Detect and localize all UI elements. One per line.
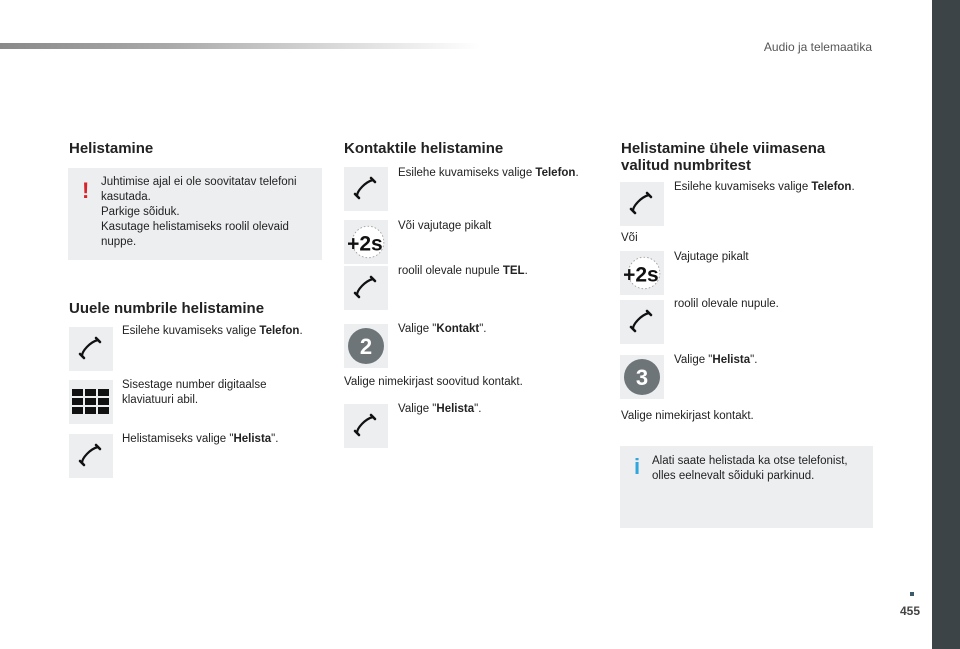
chapter-title: Audio ja telemaatika <box>763 40 872 54</box>
step-text: roolil olevale nupule. <box>674 298 779 310</box>
long-press-icon-box <box>620 251 664 295</box>
phone-icon <box>76 334 106 364</box>
phone-icon <box>627 307 657 337</box>
section-title-viimasena: Helistamine ühele viimasena valitud numbritest <box>621 140 826 174</box>
page-number: 455 <box>899 604 920 618</box>
step-number: 2 <box>359 334 373 359</box>
section-title-uuele-numbrile: Uuele numbrile helistamine <box>69 300 265 317</box>
phone-icon-box <box>344 167 388 211</box>
phone-icon-box <box>344 404 388 448</box>
long-press-text: Vajutage pikalt <box>674 251 749 263</box>
side-tab <box>932 0 960 649</box>
or-text: Või <box>621 232 638 244</box>
info-line: olles eelnevalt sõiduki parkinud. <box>652 470 815 482</box>
page-dot <box>910 592 914 596</box>
warning-line: kasutada. <box>101 191 151 203</box>
phone-icon <box>351 273 381 303</box>
long-press-icon-box <box>344 220 388 264</box>
keypad-icon <box>71 388 111 416</box>
warning-line: Parkige sõiduk. <box>101 206 180 218</box>
phone-icon-box <box>69 327 113 371</box>
long-press-text: Või vajutage pikalt <box>398 220 492 232</box>
long-press-icon <box>621 255 663 291</box>
phone-icon-box <box>344 266 388 310</box>
phone-icon-box <box>620 182 664 226</box>
phone-icon <box>627 189 657 219</box>
step-number-icon <box>344 324 388 368</box>
phone-icon-box <box>69 434 113 478</box>
warning-line: nuppe. <box>101 236 137 248</box>
info-icon: i <box>634 454 641 479</box>
phone-icon <box>351 174 381 204</box>
section-title-kontaktile: Kontaktile helistamine <box>344 140 504 157</box>
phone-icon-box <box>620 300 664 344</box>
info-line: Alati saate helistada ka otse telefonist, <box>652 455 848 467</box>
step-text: Valige nimekirjast soovitud kontakt. <box>344 376 523 388</box>
header-gradient-bar <box>0 43 480 49</box>
keypad-icon-box <box>69 380 113 424</box>
section-title-helistamine: Helistamine <box>69 140 154 157</box>
step-number: 3 <box>635 365 649 390</box>
warning-box <box>68 168 322 260</box>
warning-icon: ! <box>82 178 90 203</box>
phone-icon <box>76 441 106 471</box>
info-box <box>620 446 873 528</box>
step-number-icon <box>620 355 664 399</box>
phone-icon <box>351 411 381 441</box>
warning-line: Kasutage helistamiseks roolil olevaid <box>101 221 289 233</box>
warning-line: Juhtimise ajal ei ole soovitatav telefoni <box>101 176 297 188</box>
long-press-icon <box>345 224 387 260</box>
step-text: Valige nimekirjast kontakt. <box>621 410 754 422</box>
